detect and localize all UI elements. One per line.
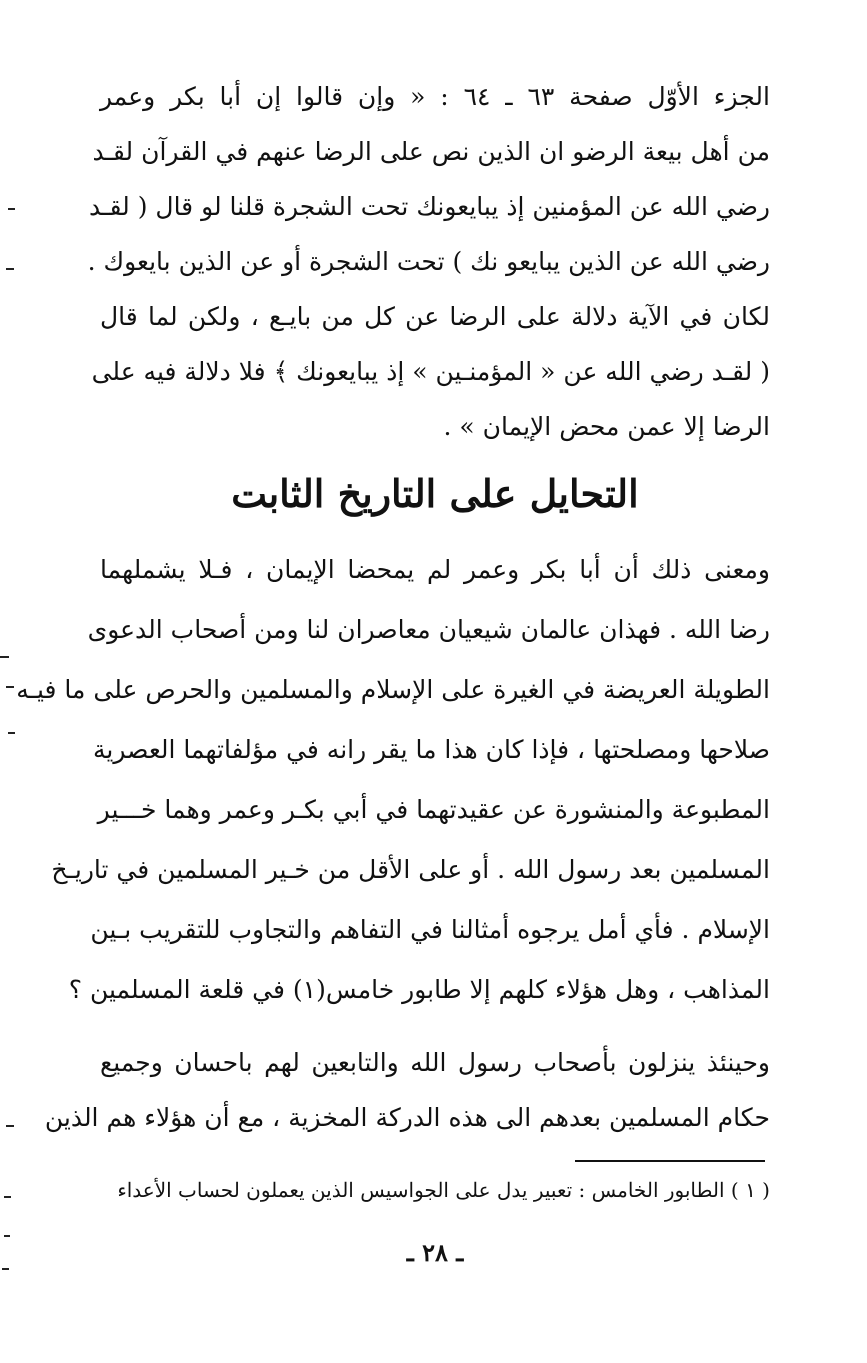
paragraph-2 bbox=[91, 292, 770, 452]
text-line: الرضا إلا عمن محض الإيمان » . bbox=[443, 412, 770, 441]
text-line: ( لقـد رضي الله عن « المؤمنـين » إذ يبايعونك ﴾ فلا دلالة فيه على bbox=[91, 357, 770, 386]
scan-mark bbox=[8, 208, 15, 210]
scan-mark bbox=[6, 686, 14, 688]
paragraph-4 bbox=[44, 1038, 770, 1148]
text-line: رضي الله عن المؤمنين إذ يبايعونك تحت الشجرة قلنا لو قال ( لقـد bbox=[89, 192, 770, 221]
text-line: الطويلة العريضة في الغيرة على الإسلام والمسلمين والحرص على ما فيـه bbox=[16, 675, 770, 704]
text-line: رضي الله عن الذين يبايعو نك ) تحت الشجرة أو عن الذين بايعوك . bbox=[87, 247, 770, 276]
text-line: المسلمين بعد رسول الله . أو على الأقل من خـير المسلمين في تاريـخ bbox=[51, 855, 770, 884]
text-line: وحينئذ ينزلون بأصحاب رسول الله والتابعين لهم باحسان وجميع bbox=[100, 1048, 770, 1077]
text-line: الإسلام . فأي أمل يرجوه أمثالنا في التفاهم والتجاوب للتقريب بـين bbox=[90, 915, 770, 944]
text-line: لكان في الآية دلالة على الرضا عن كل من بايـع ، ولكن لما قال bbox=[100, 302, 770, 331]
page-number: ـ ٢٨ ـ bbox=[406, 1238, 464, 1267]
scan-mark bbox=[4, 1235, 10, 1237]
paragraph-1 bbox=[87, 72, 770, 282]
text-line: الجزء الأوّل صفحة ٦٣ ـ ٦٤ : « وإن قالوا إن أبا بكر وعمر bbox=[100, 82, 770, 111]
text-line: من أهل بيعة الرضو ان الذين نص على الرضا عنهم في القرآن لقـد bbox=[92, 137, 770, 166]
scan-mark bbox=[6, 268, 14, 270]
text-line: حكام المسلمين بعدهم الى هذه الدركة المخزية ، مع أن هؤلاء هم الذين bbox=[44, 1103, 770, 1132]
text-line: ومعنى ذلك أن أبا بكر وعمر لم يمحضا الإيمان ، فـلا يشملهما bbox=[100, 555, 770, 584]
text-line: صلاحها ومصلحتها ، فإذا كان هذا ما يقر رانه في مؤلفاتهما العصرية bbox=[92, 735, 770, 764]
text-line: المذاهب ، وهل هؤلاء كلهم إلا طابور خامس(١) في قلعة المسلمين ؟ bbox=[68, 975, 770, 1004]
scan-mark bbox=[8, 732, 15, 734]
paragraph-3 bbox=[16, 545, 770, 1025]
scan-mark bbox=[4, 1196, 11, 1198]
footnote-divider bbox=[575, 1160, 765, 1162]
section-heading: التحايل على التاريخ الثابت bbox=[231, 471, 639, 516]
text-line: المطبوعة والمنشورة عن عقيدتهما في أبي بكـر وعمر وهما خـــير bbox=[97, 795, 770, 824]
text-line: رضا الله . فهذان عالمان شيعيان معاصران لنا ومن أصحاب الدعوى bbox=[87, 615, 770, 644]
scan-mark bbox=[2, 1268, 9, 1270]
scan-mark bbox=[0, 656, 9, 658]
footnote: ( ١ ) الطابور الخامس : تعبير يدل على الجواسيس الذين يعملون لحساب الأعداء bbox=[117, 1178, 770, 1202]
scan-mark bbox=[6, 1125, 14, 1127]
